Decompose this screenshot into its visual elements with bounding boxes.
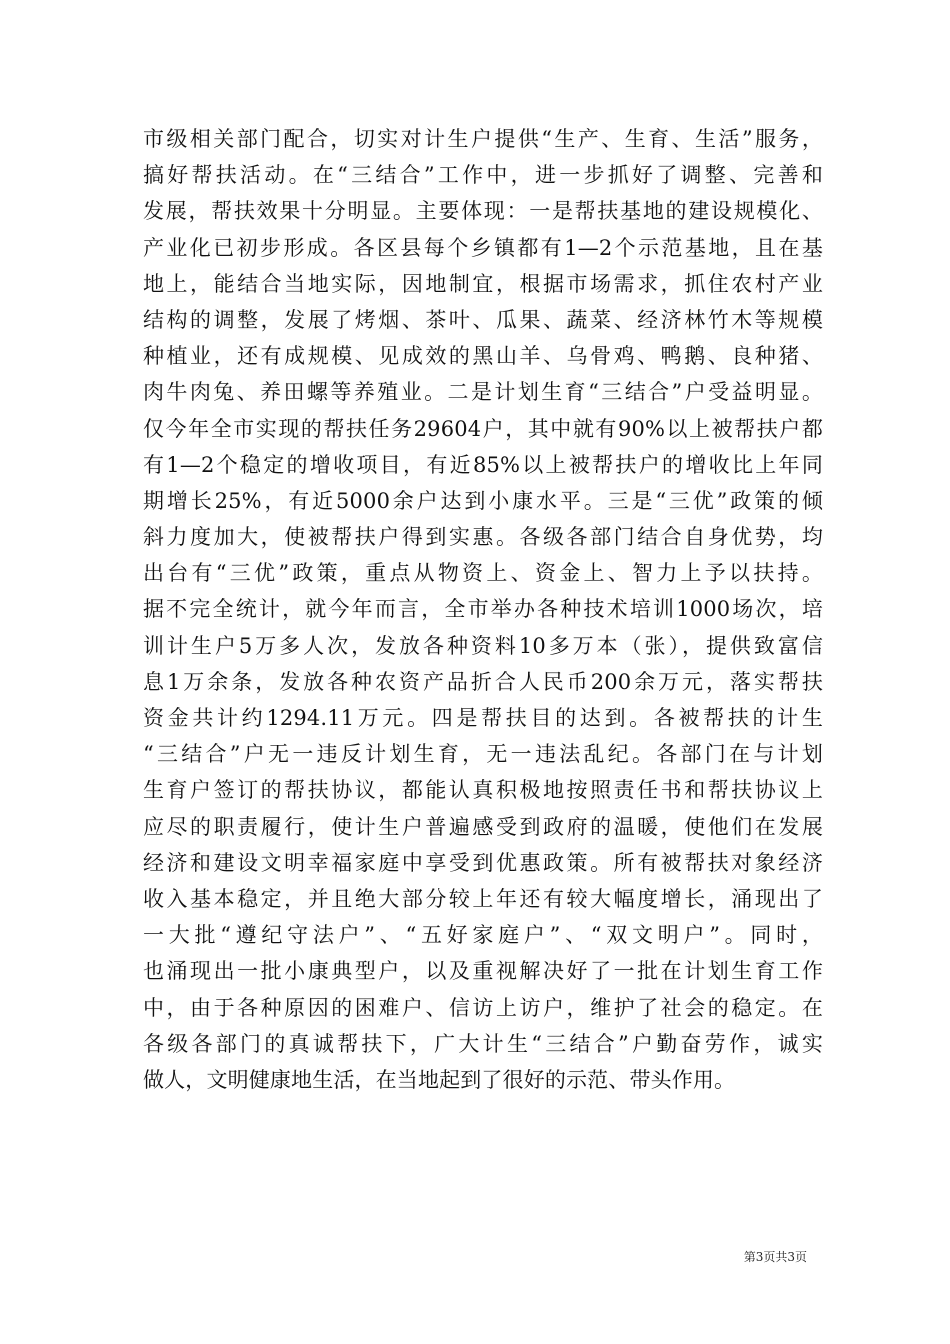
text-line-15: 训计生户5万多人次，发放各种资料10多万本（张），提供致富信 — [143, 633, 823, 658]
body-paragraph — [143, 121, 823, 1098]
text-line-9: 仅今年全市实现的帮扶任务29604户，其中就有90%以上被帮扶户都 — [143, 416, 823, 441]
text-line-24: 也涌现出一批小康典型户，以及重视解决好了一批在计划生育工作 — [143, 959, 823, 984]
text-line-21: 经济和建设文明幸福家庭中享受到优惠政策。所有被帮扶对象经济 — [143, 850, 823, 875]
text-line-7: 种植业，还有成规模、见成效的黑山羊、乌骨鸡、鸭鹅、良种猪、 — [143, 344, 823, 369]
text-line-20: 应尽的职责履行，使计生户普遍感受到政府的温暖，使他们在发展 — [143, 814, 823, 839]
text-line-1: 市级相关部门配合，切实对计生户提供“生产、生育、生活”服务， — [143, 127, 823, 151]
text-line-19: 生育户签订的帮扶协议，都能认真积极地按照责任书和帮扶协议上 — [143, 778, 823, 803]
text-line-3: 发展，帮扶效果十分明显。主要体现：一是帮扶基地的建设规模化、 — [143, 199, 823, 224]
text-line-27: 做人，文明健康地生活，在当地起到了很好的示范、带头作用。 — [143, 1067, 736, 1092]
text-line-6: 结构的调整，发展了烤烟、茶叶、瓜果、蔬菜、经济林竹木等规模 — [143, 307, 823, 332]
text-line-5: 地上，能结合当地实际，因地制宜，根据市场需求，抓住农村产业 — [143, 271, 823, 296]
text-line-16: 息1万余条，发放各种农资产品折合人民币200余万元，落实帮扶 — [143, 669, 823, 694]
text-line-10: 有1—2个稳定的增收项目，有近85%以上被帮扶户的增收比上年同 — [143, 452, 823, 477]
text-line-17: 资金共计约1294.11万元。四是帮扶目的达到。各被帮扶的计生 — [143, 706, 823, 730]
text-line-8: 肉牛肉兔、养田螺等养殖业。二是计划生育“三结合”户受益明显。 — [143, 380, 823, 405]
text-line-11: 期增长25%，有近5000余户达到小康水平。三是“三优”政策的倾 — [143, 488, 823, 513]
text-line-22: 收入基本稳定，并且绝大部分较上年还有较大幅度增长，涌现出了 — [143, 886, 823, 911]
text-line-26: 各级各部门的真诚帮扶下，广大计生“三结合”户勤奋劳作，诚实 — [143, 1031, 823, 1056]
text-line-12: 斜力度加大，使被帮扶户得到实惠。各级各部门结合自身优势，均 — [143, 525, 823, 550]
text-line-23: 一大批“遵纪守法户”、“五好家庭户”、“双文明户”。同时， — [143, 923, 823, 948]
text-line-14: 据不完全统计，就今年而言，全市举办各种技术培训1000场次，培 — [143, 597, 823, 622]
text-line-13: 出台有“三优”政策，重点从物资上、资金上、智力上予以扶持。 — [143, 561, 823, 586]
text-line-2: 搞好帮扶活动。在“三结合”工作中，进一步抓好了调整、完善和 — [143, 163, 823, 188]
text-line-25: 中，由于各种原因的困难户、信访上访户，维护了社会的稳定。在 — [143, 995, 823, 1020]
text-line-18: “三结合”户无一违反计划生育，无一违法乱纪。各部门在与计划 — [143, 742, 823, 767]
page-number-footer: 第3页共3页 — [743, 1250, 807, 1264]
text-line-4: 产业化已初步形成。各区县每个乡镇都有1—2个示范基地，且在基 — [143, 235, 823, 260]
